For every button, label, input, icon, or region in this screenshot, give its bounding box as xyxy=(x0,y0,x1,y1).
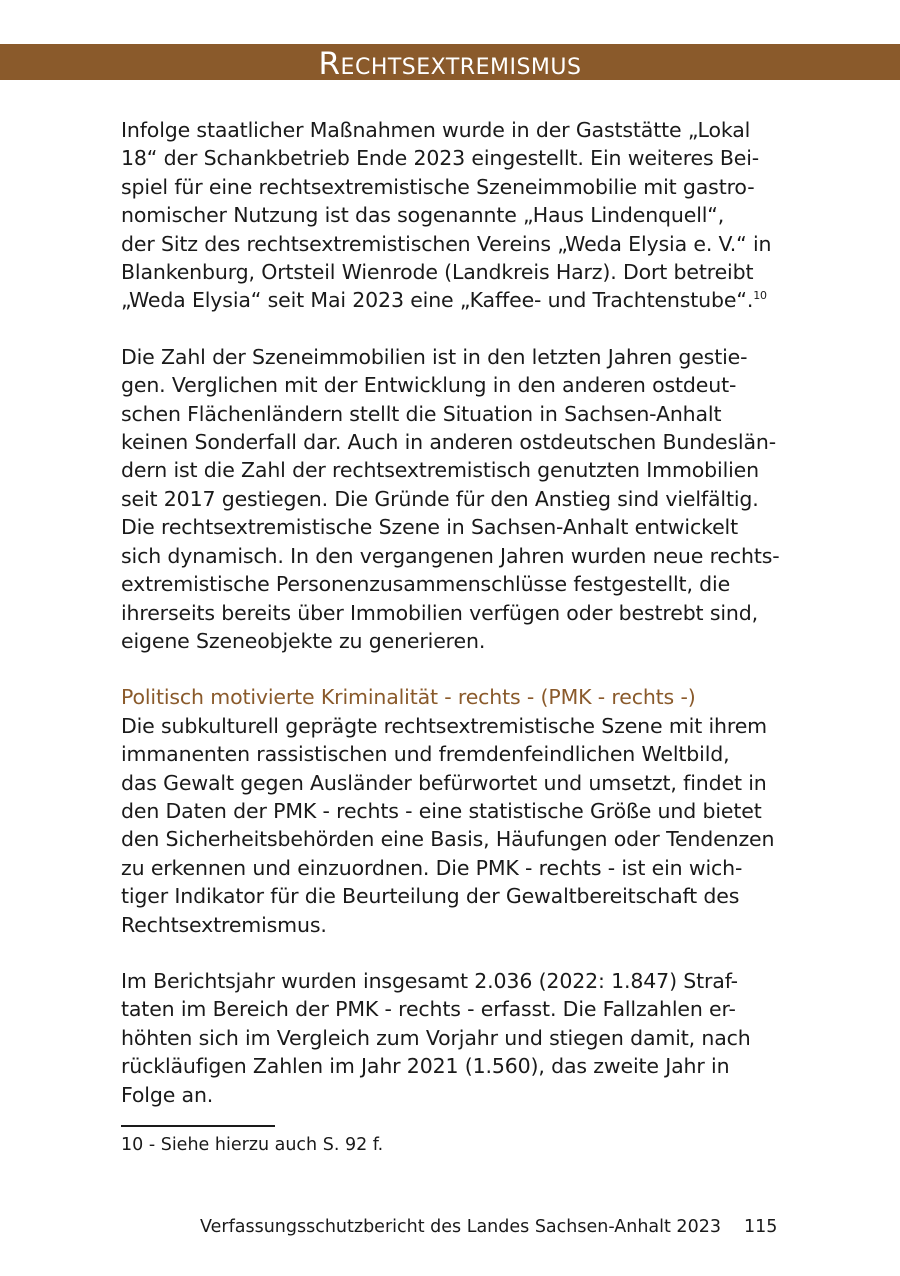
text-line: sich dynamisch. In den vergangenen Jahren wurden neue rechts- xyxy=(121,543,780,568)
footnote-divider xyxy=(121,1125,275,1127)
text-line: der Sitz des rechtsextremistischen Vereins „Weda Elysia e. V.“ in xyxy=(121,231,772,256)
chapter-title: Rechtsextremismus xyxy=(318,46,582,82)
text-line: den Daten der PMK - rechts - eine statistische Größe und bietet xyxy=(121,798,762,823)
paragraph-pmk-definition xyxy=(121,712,786,939)
text-line: „Weda Elysia“ seit Mai 2023 eine „Kaffee- und Trachtenstube“. xyxy=(121,288,754,313)
text-line: Rechtsextremismus. xyxy=(121,912,327,937)
paragraph-pmk-statistics xyxy=(121,967,786,1109)
text-line: keinen Sonderfall dar. Auch in anderen ostdeutschen Bundeslän- xyxy=(121,430,776,455)
text-line: rückläufigen Zahlen im Jahr 2021 (1.560), das zweite Jahr in xyxy=(121,1054,730,1079)
paragraph-szeneimmobilien xyxy=(121,343,786,655)
text-line: zu erkennen und einzuordnen. Die PMK - rechts - ist ein wich- xyxy=(121,855,743,880)
text-line: tiger Indikator für die Beurteilung der Gewaltbereitschaft des xyxy=(121,884,740,909)
paragraph-lokal-18 xyxy=(121,116,786,315)
text-line: Die rechtsextremistische Szene in Sachsen-Anhalt entwickelt xyxy=(121,515,738,540)
text-line: 18“ der Schankbetrieb Ende 2023 eingestellt. Ein weiteres Bei- xyxy=(121,146,760,171)
text-line: spiel für eine rechtsextremistische Szeneimmobilie mit gastro- xyxy=(121,174,755,199)
text-line: gen. Verglichen mit der Entwicklung in den anderen ostdeut- xyxy=(121,373,737,398)
text-line: Folge an. xyxy=(121,1082,214,1107)
text-line: den Sicherheitsbehörden eine Basis, Häufungen oder Tendenzen xyxy=(121,827,775,852)
text-line: nomischer Nutzung ist das sogenannte „Haus Lindenquell“, xyxy=(121,203,725,228)
text-line: das Gewalt gegen Ausländer befürwortet und umsetzt, findet in xyxy=(121,770,767,795)
text-line: ihrerseits bereits über Immobilien verfügen oder bestrebt sind, xyxy=(121,600,758,625)
page-number: 115 xyxy=(744,1217,778,1237)
footer-publication-title: Verfassungsschutzbericht des Landes Sachsen-Anhalt 2023 xyxy=(200,1217,721,1237)
text-line: Blankenburg, Ortsteil Wienrode (Landkreis Harz). Dort betreibt xyxy=(121,260,754,285)
text-line: taten im Bereich der PMK - rechts - erfasst. Die Fallzahlen er- xyxy=(121,997,736,1022)
text-line: höhten sich im Vergleich zum Vorjahr und stiegen damit, nach xyxy=(121,1025,751,1050)
text-line-with-footnote xyxy=(121,286,786,314)
text-line: Die Zahl der Szeneimmobilien ist in den letzten Jahren gestie- xyxy=(121,344,748,369)
text-line: schen Flächenländern stellt die Situation in Sachsen-Anhalt xyxy=(121,401,722,426)
text-line: immanenten rassistischen und fremdenfeindlichen Weltbild, xyxy=(121,742,730,767)
text-line: Die subkulturell geprägte rechtsextremistische Szene mit ihrem xyxy=(121,713,767,738)
text-line: dern ist die Zahl der rechtsextremistisch genutzten Immobilien xyxy=(121,458,759,483)
text-line: Im Berichtsjahr wurden insgesamt 2.036 (2022: 1.847) Straf- xyxy=(121,968,738,993)
footnote-reference[interactable]: 10 xyxy=(753,289,767,303)
text-line: eigene Szeneobjekte zu generieren. xyxy=(121,628,486,653)
footnote-10: 10 - Siehe hierzu auch S. 92 f. xyxy=(121,1135,384,1155)
text-line: seit 2017 gestiegen. Die Gründe für den Anstieg sind vielfältig. xyxy=(121,486,759,511)
section-heading-pmk: Politisch motivierte Kriminalität - rechts - (PMK - rechts -) xyxy=(121,685,696,710)
text-line: extremistische Personenzusammenschlüsse festgestellt, die xyxy=(121,572,731,597)
text-line: Infolge staatlicher Maßnahmen wurde in der Gaststätte „Lokal xyxy=(121,118,751,142)
main-content xyxy=(121,116,786,1137)
